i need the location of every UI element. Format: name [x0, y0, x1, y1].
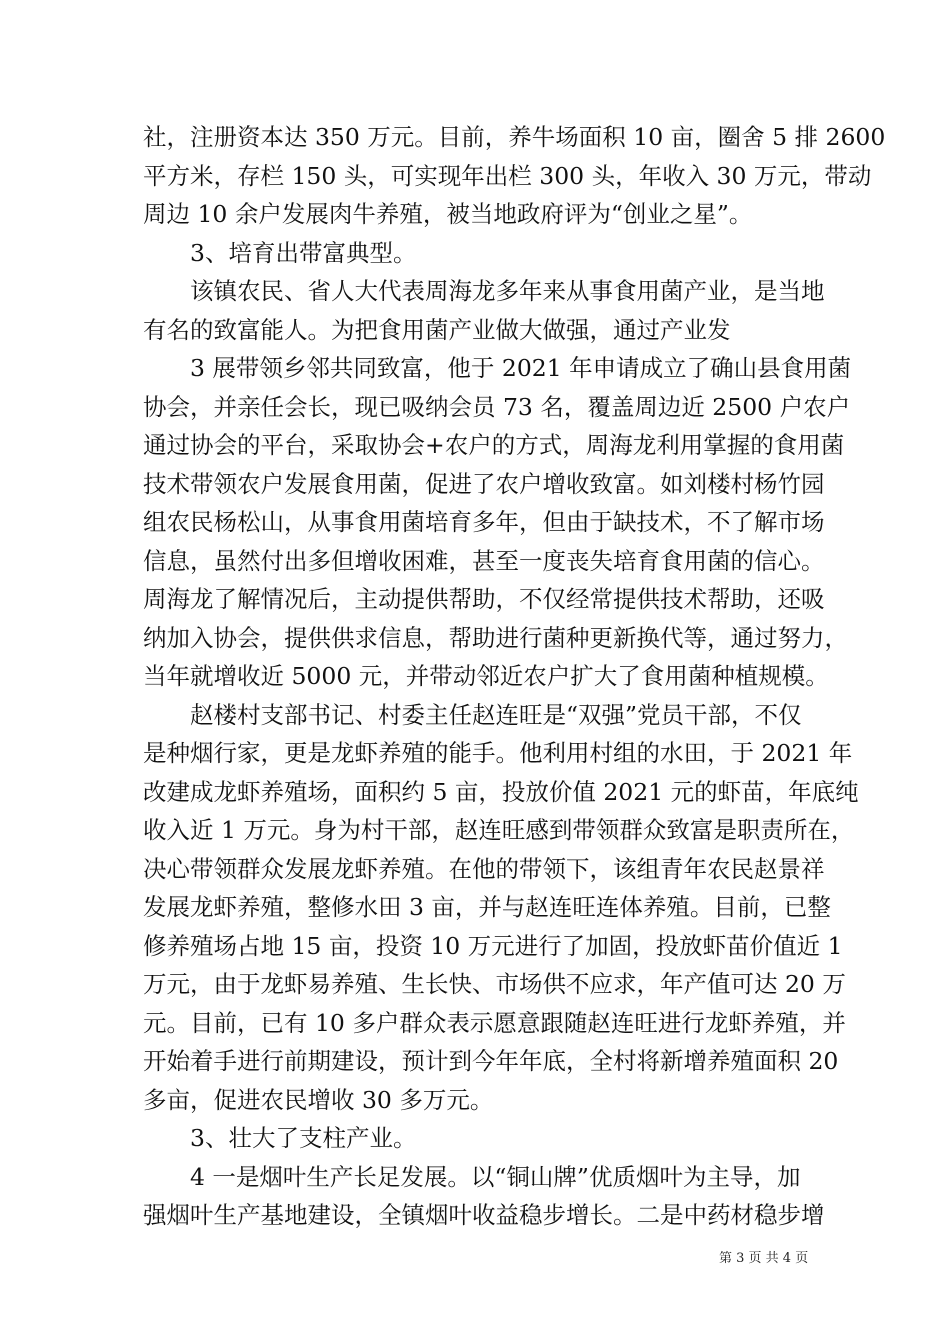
text-line: 组农民杨松山，从事食用菌培育多年，但由于缺技术，不了解市场 [143, 508, 825, 536]
text-line: 该镇农民、省人大代表周海龙多年来从事食用菌产业，是当地 [190, 277, 825, 305]
text-line: 多亩，促进农民增收 30 多万元。 [143, 1085, 494, 1114]
text-line: 周海龙了解情况后，主动提供帮助，不仅经常提供技术帮助，还吸 [143, 585, 825, 613]
text-line: 周边 10 余户发展肉牛养殖，被当地政府评为“创业之星”。 [143, 200, 753, 228]
text-line: 纳加入协会，提供供求信息，帮助进行菌种更新换代等，通过努力， [143, 623, 848, 652]
text-line: 4 一是烟叶生产长足发展。以“铜山牌”优质烟叶为主导，加 [190, 1162, 801, 1191]
text-line: 信息，虽然付出多但增收困难，甚至一度丧失培育食用菌的信心。 [143, 546, 825, 575]
text-line: 当年就增收近 5000 元，并带动邻近农户扩大了食用菌种植规模。 [143, 662, 829, 690]
text-line: 平方米，存栏 150 头，可实现年出栏 300 头，年收入 30 万元，带动 [143, 161, 872, 190]
text-line: 修养殖场占地 15 亩，投资 10 万元进行了加固，投放虾苗价值近 1 [143, 931, 843, 960]
text-line: 社，注册资本达 350 万元。目前，养牛场面积 10 亩，圈舍 5 排 2600 [143, 123, 886, 151]
text-line: 收入近 1 万元。身为村干部，赵连旺感到带领群众致富是职责所在， [143, 816, 855, 844]
text-line: 改建成龙虾养殖场，面积约 5 亩，投放价值 2021 元的虾苗，年底纯 [143, 777, 859, 806]
text-line: 元。目前，已有 10 多户群众表示愿意跟随赵连旺进行龙虾养殖，并 [143, 1008, 846, 1037]
text-line: 发展龙虾养殖，整修水田 3 亩，并与赵连旺连体养殖。目前，已整 [143, 893, 831, 921]
text-line: 赵楼村支部书记、村委主任赵连旺是“双强”党员干部，不仅 [190, 700, 802, 729]
text-line: 技术带领农户发展食用菌，促进了农户增收致富。如刘楼村杨竹园 [143, 469, 825, 498]
text-line: 万元，由于龙虾易养殖、生长快、市场供不应求，年产值可达 20 万 [143, 970, 846, 998]
text-line: 开始着手进行前期建设，预计到今年年底，全村将新增养殖面积 20 [143, 1047, 839, 1075]
text-line: 协会，并亲任会长，现已吸纳会员 73 名，覆盖周边近 2500 户农户 [143, 392, 851, 421]
document-body [143, 118, 886, 1235]
text-line: 3 展带领乡邻共同致富，他于 2021 年申请成立了确山县食用菌 [190, 354, 852, 382]
text-line: 3、培育出带富典型。 [190, 238, 417, 267]
text-line: 通过协会的平台，采取协会+农户的方式，周海龙利用掌握的食用菌 [143, 431, 845, 459]
page-footer: 第 3 页 共 4 页 [719, 1251, 809, 1266]
text-line: 3、壮大了支柱产业。 [190, 1124, 417, 1152]
text-line: 是种烟行家，更是龙虾养殖的能手。他利用村组的水田，于 2021 年 [143, 739, 853, 767]
text-line: 有名的致富能人。为把食用菌产业做大做强，通过产业发 [143, 315, 731, 344]
text-line: 强烟叶生产基地建设，全镇烟叶收益稳步增长。二是中药材稳步增 [143, 1201, 825, 1229]
text-line: 决心带领群众发展龙虾养殖。在他的带领下，该组青年农民赵景祥 [143, 854, 825, 883]
